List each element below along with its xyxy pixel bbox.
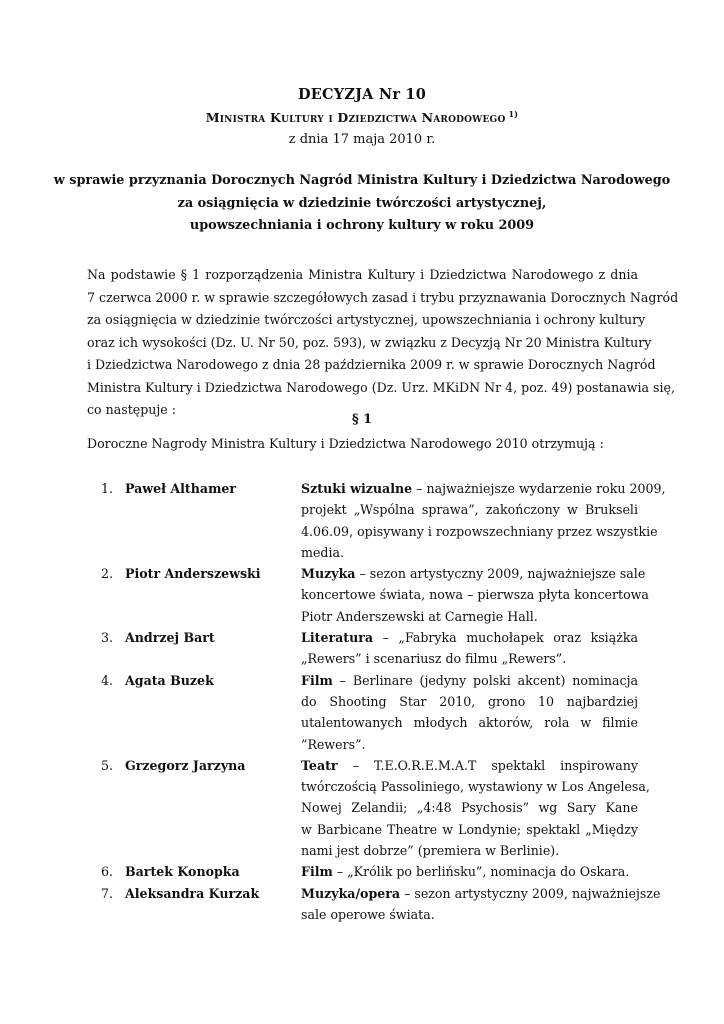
description-line: utalentowanych młodych aktorów, rola w filmie [301,715,638,731]
legal-basis-paragraph [87,264,679,422]
award-description [301,883,661,926]
laureate-name: Bartek Konopka [125,864,240,880]
award-description [301,563,649,627]
award-category: Muzyka/opera [301,885,401,901]
description-line [301,883,661,904]
laureate-name: Aleksandra Kurzak [125,885,260,901]
awards-list [87,478,666,925]
description-line: w Barbicane Theatre w Londynie; spektakl „Między [301,821,638,837]
award-category: Film [301,864,333,880]
description-line [301,670,638,691]
footnote-reference: 1) [508,109,519,119]
paragraph-line: Na podstawie § 1 rozporządzenia Ministra Kultury i Dziedzictwa Narodowego z dnia [87,267,638,282]
decision-subject [0,170,724,238]
decision-date: z dnia 17 maja 2010 r. [288,132,436,147]
award-number: 2. [101,566,114,582]
description-text: – Berlinare (jedyny polski akcent) nominacja [332,672,638,688]
ministry-heading [0,109,724,125]
description-text: – sezon artystyczny 2009, najważniejsze [400,885,661,901]
description-line: sale operowe świata. [301,906,435,922]
award-description [301,670,638,755]
paragraph-line: oraz ich wysokości (Dz. U. Nr 50, poz. 593), w związku z Decyzją Nr 20 Ministra Kultury [87,334,652,350]
description-line [301,563,646,584]
award-number: 6. [101,864,114,880]
section-intro: Doroczne Nagrody Ministra Kultury i Dziedzictwa Narodowego 2010 otrzymują : [87,436,604,451]
description-line [301,755,638,776]
subject-line: za osiągnięcia w dziedzinie twórczości artystycznej, [177,195,547,211]
ministry-name: Ministra Kultury i Dziedzictwa Narodowego [205,110,506,126]
description-text: – „Fabryka muchołapek oraz książka [373,630,638,646]
description-line: twórczością Passoliniego, wystawiony w Los Angelesa, [301,779,650,795]
section-marker: § 1 [351,412,373,427]
award-number: 5. [101,757,114,773]
description-line: Nowej Zelandii; „4:48 Psychosis” wg Sary Kane [301,800,638,816]
description-line [301,478,666,499]
description-text: – „Królik po berlińsku”, nominacja do Oskara. [332,864,630,880]
description-line: do Shooting Star 2010, grono 10 najbardziej [301,693,638,709]
laureate-name: Andrzej Bart [125,630,215,646]
description-line: 4.06.09, opisywany i rozpowszechniany przez wszystkie [301,523,658,539]
award-item [87,883,661,926]
award-description [301,478,666,563]
paragraph-line: za osiągnięcia w dziedzinie twórczości artystycznej, upowszechniania i ochrony kultury [87,312,646,327]
award-item [87,563,649,627]
description-text: – najważniejsze wydarzenie roku 2009, [412,481,666,496]
paragraph-line: Ministra Kultury i Dziedzictwa Narodowego (Dz. Urz. MKiDN Nr 4, poz. 49) postanawia się, [87,379,675,395]
award-number: 7. [101,885,114,901]
description-line: projekt „Wspólna sprawa”, zakończony w Brukseli [301,502,638,518]
award-category: Literatura [301,630,374,646]
paragraph-line: co następuje : [87,402,177,417]
award-number: 1. [101,481,114,496]
description-line: media. [301,544,344,560]
award-item [87,755,650,861]
award-number: 3. [101,630,114,646]
decision-title: DECYZJA Nr 10 [298,86,426,103]
award-item [87,861,638,882]
award-description [301,627,638,670]
description-line: koncertowe świata, nowa – pierwsza płyta koncertowa [301,587,649,603]
award-item [87,627,638,670]
award-description [301,755,650,861]
description-line [301,627,638,648]
laureate-name: Paweł Althamer [125,481,237,496]
description-text: – sezon artystyczny 2009, najważniejsze sale [355,566,646,582]
award-category: Film [301,672,333,688]
award-item [87,670,638,755]
laureate-name: Piotr Anderszewski [125,566,261,582]
award-item [87,478,666,563]
description-line: Piotr Anderszewski at Carnegie Hall. [301,608,538,624]
subject-line: w sprawie przyznania Dorocznych Nagród Ministra Kultury i Dziedzictwa Narodowego [53,173,671,188]
description-line [301,861,638,882]
subject-line: upowszechniania i ochrony kultury w roku 2009 [189,218,535,233]
paragraph-line: i Dziedzictwa Narodowego z dnia 28 października 2009 r. w sprawie Dorocznych Nagród [87,357,656,372]
laureate-name: Agata Buzek [125,672,214,688]
description-line: „Rewers” i scenariusz do filmu „Rewers”. [301,651,567,667]
paragraph-line: 7 czerwca 2000 r. w sprawie szczegółowych zasad i trybu przyznawania Dorocznych Nagród [87,289,679,305]
award-category: Muzyka [301,566,356,582]
award-category: Sztuki wizualne [301,481,413,496]
description-line: ”Rewers”. [301,736,366,752]
description-text: – T.E.O.R.E.M.A.T spektakl inspirowany [337,757,638,773]
award-description [301,861,638,882]
award-number: 4. [101,672,114,688]
award-category: Teatr [301,757,338,773]
description-line: nami jest dobrze” (premiera w Berlinie). [301,843,560,859]
laureate-name: Grzegorz Jarzyna [125,757,246,773]
